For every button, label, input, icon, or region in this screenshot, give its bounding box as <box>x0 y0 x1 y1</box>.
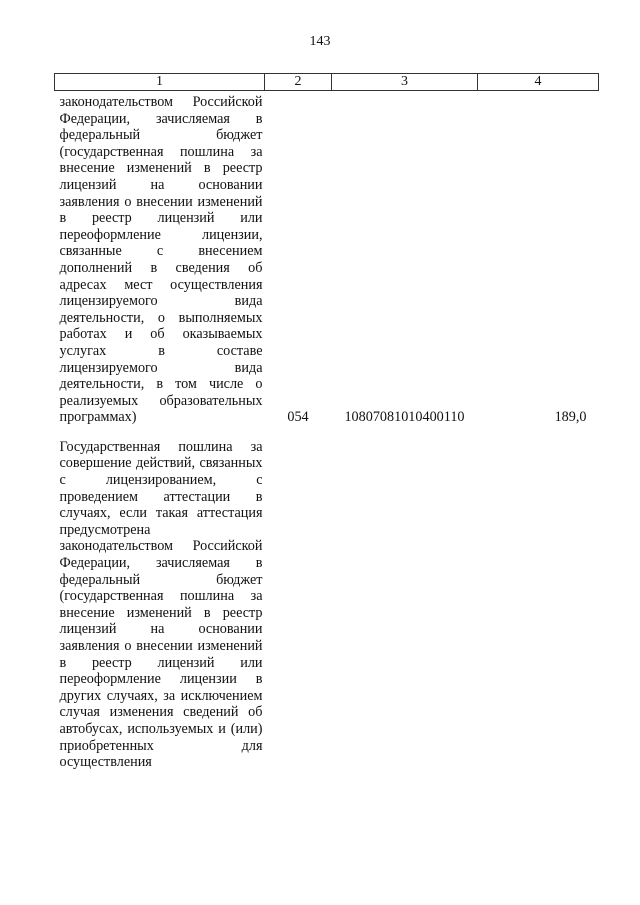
row-kbk-code: 10807081010400110 <box>344 409 465 426</box>
table-header <box>55 74 599 91</box>
row-amount: 189,0 <box>554 409 587 426</box>
row-admin-code: 054 <box>287 409 309 426</box>
header-col-4: 4 <box>478 74 599 91</box>
row-kbk-code <box>332 426 478 771</box>
table-row <box>55 426 599 771</box>
header-col-1: 1 <box>55 74 265 91</box>
row-amount <box>478 426 599 771</box>
page-number: 143 <box>309 34 331 49</box>
row-description: Государственная пошлина за совершение действий, связанных с лицензированием, с проведением аттестации в случаях, если такая аттестация предусмотрена законодательством Российской Федерации, зачисляемая в федеральный бюджет (государственная пошлина за внесение изменений в реестр лицензий на основании заявления о внесении изменений в реестр лицензий или переоформление лицензии в других случаях, за исключением случая изменения сведений об автобусах, используемых и (или) приобретенных для осуществления <box>59 438 263 771</box>
row-admin-code <box>265 426 332 771</box>
table-row <box>55 91 599 426</box>
row-description: законодательством Российской Федерации, зачисляемая в федеральный бюджет (государственная пошлина за внесение изменений в реестр лицензий на основании заявления о внесении изменений в реестр лицензий или переоформление лицензии, связанные с внесением дополнений в сведения об адресах мест осуществления лицензируемого вида деятельности, о выполняемых работах и об оказываемых услугах в составе лицензируемого вида деятельности, в том числе о реализуемых образовательных программах) <box>59 94 263 426</box>
revenue-table <box>54 73 599 771</box>
header-col-3: 3 <box>332 74 478 91</box>
header-col-2: 2 <box>265 74 332 91</box>
